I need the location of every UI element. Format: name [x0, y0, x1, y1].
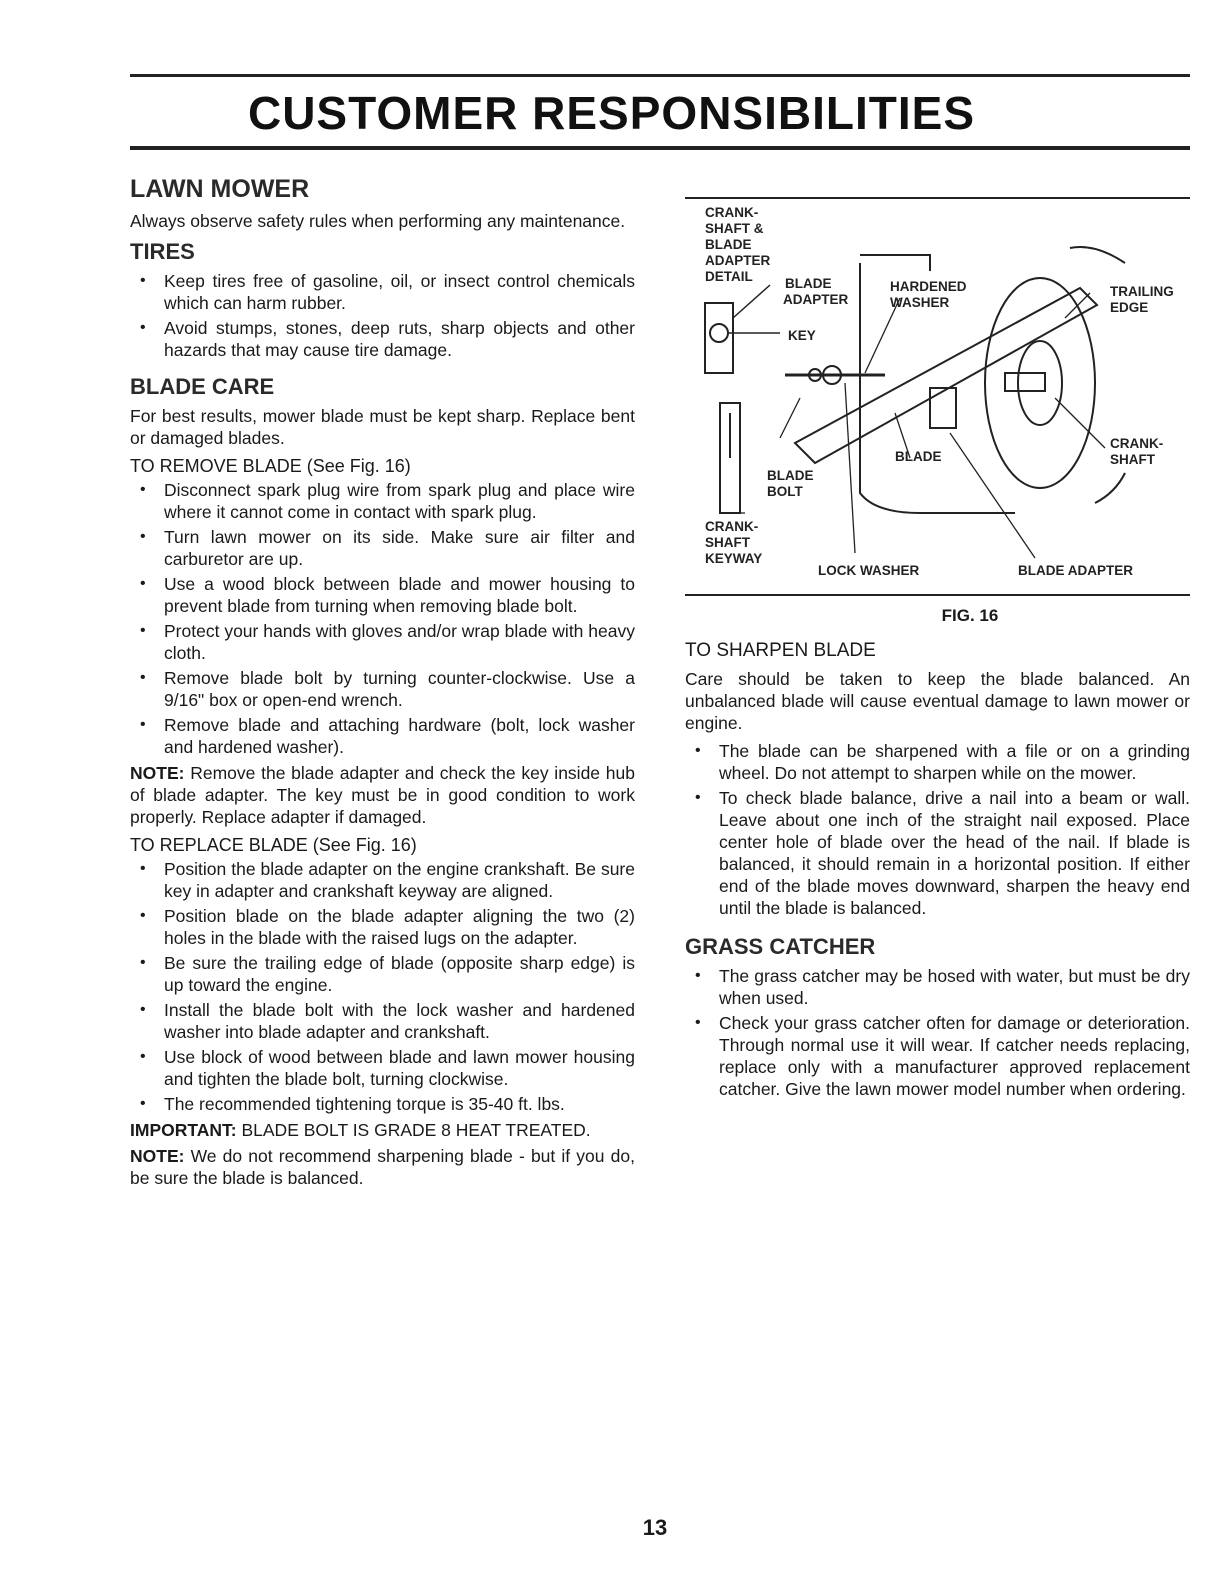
page-title: CUSTOMER RESPONSIBILITIES	[247, 87, 976, 139]
label-detail: DETAIL	[705, 269, 753, 284]
label-crankshaft-keyway: SHAFT	[705, 535, 750, 550]
list-item: • Disconnect spark plug wire from spark plug and place wire where it cannot come in contact with spark plug.	[130, 479, 635, 523]
list-item: • Install the blade bolt with the lock washer and hardened washer into blade adapter and crankshaft.	[130, 999, 635, 1043]
list-item: • To check blade balance, drive a nail into a beam or wall. Leave about one inch of the straight nail exposed. Place center hole of blade over the head of the nail. If blade is balanced, it should remain in a horizontal position. If either end of the blade moves downward, sharpen the heavy end until the blade is balanced.	[685, 787, 1190, 919]
label-trailing-edge: TRAILING	[1110, 284, 1174, 299]
important-text: BLADE BOLT IS GRADE 8 HEAT TREATED.	[241, 1120, 591, 1140]
label-blade-adapter: BLADE	[785, 276, 832, 291]
note-adapter	[130, 762, 635, 828]
page-number: 13	[642, 1515, 668, 1540]
note-label: NOTE:	[130, 763, 185, 783]
sharpen-intro: Care should be taken to keep the blade balanced. An unbalanced blade will cause eventual damage to lawn mower or engine.	[685, 669, 1190, 733]
remove-blade-heading: TO REMOVE BLADE (See Fig. 16)	[130, 456, 411, 476]
title-underline	[130, 146, 1190, 150]
list-item: • Remove blade and attaching hardware (bolt, lock washer and hardened washer).	[130, 714, 635, 758]
list-item: • Position blade on the blade adapter aligning the two (2) holes in the blade with the raised lugs on the adapter.	[130, 905, 635, 949]
left-column	[130, 168, 635, 1195]
label-detail: SHAFT &	[705, 221, 764, 236]
sharpen-blade-heading: TO SHARPEN BLADE	[685, 640, 876, 661]
label-hardened-washer: HARDENED	[890, 279, 967, 294]
list-item: • Turn lawn mower on its side. Make sure air filter and carburetor are up.	[130, 526, 635, 570]
list-item: • Use a wood block between blade and mower housing to prevent blade from turning when removing blade bolt.	[130, 573, 635, 617]
tires-heading: TIRES	[130, 239, 195, 264]
list-item: • Remove blade bolt by turning counter-clockwise. Use a 9/16" box or open-end wrench.	[130, 667, 635, 711]
list-item: • The blade can be sharpened with a file or on a grinding wheel. Do not attempt to sharpen while on the mower.	[685, 740, 1190, 784]
right-column	[685, 640, 1190, 1104]
label-crankshaft-keyway: CRANK-	[705, 519, 759, 534]
replace-blade-list	[130, 858, 635, 1115]
list-item: • Keep tires free of gasoline, oil, or insect control chemicals which can harm rubber.	[130, 270, 635, 314]
list-item: • Position the blade adapter on the engine crankshaft. Be sure key in adapter and crankshaft keyway are aligned.	[130, 858, 635, 902]
label-detail: ADAPTER	[705, 253, 771, 268]
important-note	[130, 1119, 635, 1141]
blade-care-intro: For best results, mower blade must be kept sharp. Replace bent or damaged blades.	[130, 406, 635, 448]
replace-blade-heading: TO REPLACE BLADE (See Fig. 16)	[130, 835, 417, 855]
sharpen-list	[685, 740, 1190, 919]
note-text: We do not recommend sharpening blade - but if you do, be sure the blade is balanced.	[130, 1146, 635, 1188]
grass-catcher-heading: GRASS CATCHER	[685, 934, 876, 959]
label-blade-bolt: BOLT	[767, 484, 803, 499]
label-hardened-washer: WASHER	[890, 295, 950, 310]
list-item: • Use block of wood between blade and lawn mower housing and tighten the blade bolt, turning clockwise.	[130, 1046, 635, 1090]
label-crankshaft: CRANK-	[1110, 436, 1164, 451]
lawn-mower-intro: Always observe safety rules when performing any maintenance.	[130, 211, 626, 231]
tires-list	[130, 270, 635, 361]
note-label: NOTE:	[130, 1146, 185, 1166]
label-key: KEY	[788, 328, 816, 343]
note-sharpening	[130, 1145, 635, 1189]
label-crankshaft-keyway: KEYWAY	[705, 551, 763, 566]
label-trailing-edge: EDGE	[1110, 300, 1149, 315]
list-item: • The recommended tightening torque is 35-40 ft. lbs.	[130, 1093, 635, 1115]
grass-catcher-list	[685, 965, 1190, 1100]
list-item: • Check your grass catcher often for damage or deterioration. Through normal use it will wear. If catcher needs replacing, replace only with a manufacturer approved replacement catcher. Give the lawn mower model number when ordering.	[685, 1012, 1190, 1100]
important-label: IMPORTANT:	[130, 1120, 237, 1140]
lawn-mower-heading: LAWN MOWER	[130, 175, 310, 203]
blade-care-heading: BLADE CARE	[130, 374, 275, 399]
label-detail: CRANK-	[705, 205, 759, 220]
top-rule	[130, 74, 1190, 77]
diagram-svg	[685, 193, 1190, 597]
label-blade: BLADE	[895, 449, 942, 464]
adapter-shape	[930, 388, 956, 428]
figure-caption: FIG. 16	[941, 606, 999, 625]
list-item: • Avoid stumps, stones, deep ruts, sharp objects and other hazards that may cause tire damage.	[130, 317, 635, 361]
label-crankshaft: SHAFT	[1110, 452, 1155, 467]
label-blade-adapter-bottom: BLADE ADAPTER	[1018, 563, 1134, 578]
blade-assembly-diagram	[685, 193, 1190, 597]
list-item: • Be sure the trailing edge of blade (opposite sharp edge) is up toward the engine.	[130, 952, 635, 996]
remove-blade-list	[130, 479, 635, 758]
label-blade-adapter: ADAPTER	[783, 292, 849, 307]
blade-bolt-shape	[785, 366, 885, 384]
list-item: • The grass catcher may be hosed with water, but must be dry when used.	[685, 965, 1190, 1009]
label-detail: BLADE	[705, 237, 752, 252]
list-item: • Protect your hands with gloves and/or wrap blade with heavy cloth.	[130, 620, 635, 664]
adapter-detail-shape	[705, 303, 733, 373]
note-text: Remove the blade adapter and check the key inside hub of blade adapter. The key must be in good condition to work properly. Replace adapter if damaged.	[130, 763, 635, 827]
label-lock-washer: LOCK WASHER	[818, 563, 920, 578]
key-detail-shape	[710, 324, 728, 342]
label-blade-bolt: BLADE	[767, 468, 814, 483]
